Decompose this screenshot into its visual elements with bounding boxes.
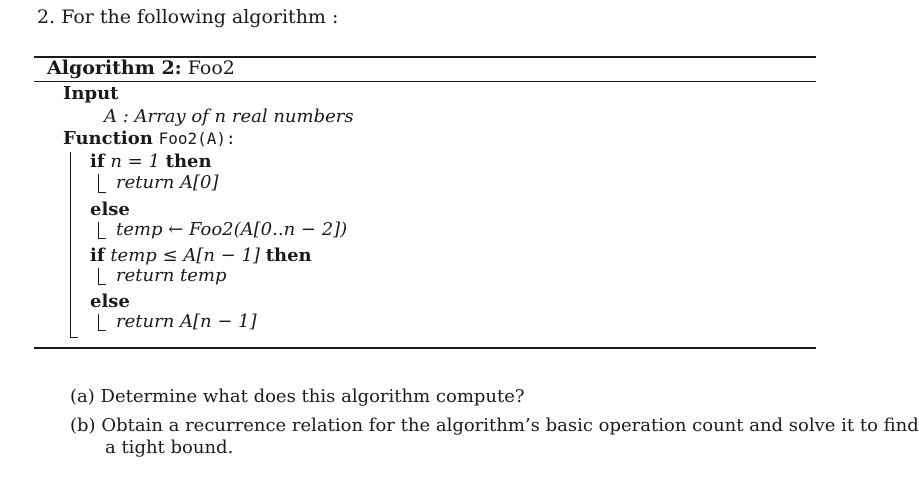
then-keyword: then	[165, 151, 212, 172]
part-text: Determine what does this algorithm compute?	[100, 386, 525, 407]
block-bracket	[98, 174, 99, 192]
if-base-case	[90, 151, 212, 172]
block-bracket	[98, 268, 99, 284]
part-b	[70, 415, 919, 436]
function-keyword: Function	[63, 128, 153, 149]
part-label: (a)	[70, 386, 95, 407]
else-keyword: else	[90, 199, 130, 220]
algorithm-name: Foo2	[187, 57, 235, 79]
if-condition: n = 1	[110, 151, 160, 172]
block-bracket-foot	[98, 330, 106, 331]
then-keyword: then	[265, 245, 312, 266]
function-name: Foo2(A):	[158, 129, 236, 148]
question-heading	[37, 6, 338, 28]
input-heading: Input	[63, 83, 119, 104]
block-bracket-foot	[98, 238, 106, 239]
question-number: 2.	[37, 6, 56, 28]
input-description: A : Array of n real numbers	[104, 106, 354, 127]
function-body-bracket-foot	[70, 337, 78, 338]
function-body-bracket	[70, 152, 71, 337]
if-compare	[90, 245, 312, 266]
algorithm-title-rule	[34, 81, 816, 82]
part-label: (b)	[70, 415, 96, 436]
if-keyword: if	[90, 245, 105, 266]
algorithm-title	[47, 57, 235, 79]
part-b-continuation: a tight bound.	[105, 437, 234, 458]
if-condition: temp ≤ A[n − 1]	[110, 245, 260, 266]
question-text: For the following algorithm :	[61, 6, 339, 28]
function-signature	[63, 128, 236, 149]
recursive-assignment: temp ← Foo2(A[0..n − 2])	[116, 219, 348, 240]
block-bracket	[98, 314, 99, 330]
block-bracket	[98, 222, 99, 238]
return-last: return A[n − 1]	[116, 311, 257, 332]
if-keyword: if	[90, 151, 105, 172]
return-temp: return temp	[116, 265, 227, 286]
part-text: Obtain a recurrence relation for the algorithm’s basic operation count and solve it to find	[101, 415, 919, 436]
else-keyword: else	[90, 291, 130, 312]
block-bracket-foot	[98, 284, 106, 285]
algorithm-label: Algorithm 2:	[47, 57, 182, 79]
block-bracket-foot	[98, 192, 106, 193]
part-a	[70, 386, 525, 407]
algorithm-bottom-rule	[34, 347, 816, 349]
return-base: return A[0]	[116, 172, 219, 193]
